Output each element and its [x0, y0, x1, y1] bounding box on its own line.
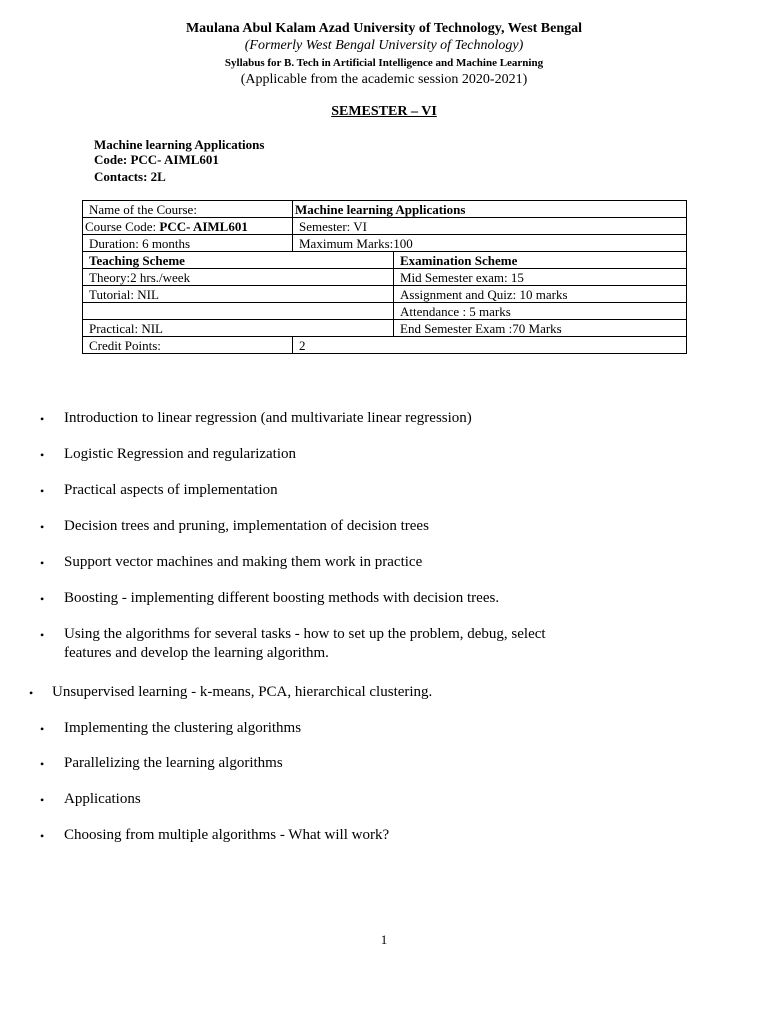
table-cell: Maximum Marks:100: [293, 235, 687, 252]
course-name-heading: Machine learning Applications: [94, 137, 265, 152]
list-item: Boosting - implementing different boosting methods with decision trees.: [64, 590, 500, 606]
bullet-icon: •: [40, 628, 45, 642]
list-item: Using the algorithms for several tasks - how to set up the problem, debug, select: [64, 626, 546, 642]
table-row: [83, 286, 687, 303]
course-info-table: [82, 200, 687, 354]
table-row: [83, 337, 687, 354]
list-item: Practical aspects of implementation: [64, 482, 278, 498]
table-cell: [394, 252, 687, 269]
table-cell: [83, 218, 293, 235]
table-cell: [83, 303, 394, 320]
bullet-icon: •: [40, 484, 45, 498]
list-item: Logistic Regression and regularization: [64, 446, 297, 462]
table-cell: Attendance : 5 marks: [394, 303, 687, 320]
table-cell: Duration: 6 months: [83, 235, 293, 252]
list-item: Implementing the clustering algorithms: [64, 720, 302, 736]
list-item: Support vector machines and making them work in practice: [64, 554, 423, 570]
list-item-continuation: features and develop the learning algorithm.: [64, 645, 329, 661]
list-item: Unsupervised learning - k-means, PCA, hierarchical clustering.: [52, 684, 433, 700]
course-code-label: Course Code:: [85, 218, 160, 234]
table-cell: Tutorial: NIL: [83, 286, 394, 303]
table-cell: Practical: NIL: [83, 320, 394, 337]
semester-heading: [0, 104, 768, 120]
course-name-value: Machine learning Applications: [295, 201, 466, 217]
bullet-icon: •: [40, 757, 45, 771]
table-cell: Mid Semester exam: 15: [394, 269, 687, 286]
table-row: [83, 235, 687, 252]
table-row: [83, 218, 687, 235]
table-cell: Assignment and Quiz: 10 marks: [394, 286, 687, 303]
bullet-icon: •: [40, 412, 45, 426]
list-item: Applications: [64, 791, 141, 807]
table-cell: [293, 201, 687, 218]
bullet-icon: •: [40, 829, 45, 843]
table-cell: [83, 252, 394, 269]
table-cell: Semester: VI: [293, 218, 687, 235]
table-cell: 2: [293, 337, 687, 354]
list-item: Introduction to linear regression (and multivariate linear regression): [64, 410, 472, 426]
teaching-scheme-heading: Teaching Scheme: [89, 252, 185, 268]
bullet-icon: •: [40, 520, 45, 534]
semester-heading-text: SEMESTER – VI: [331, 104, 437, 119]
bullet-icon: •: [29, 686, 34, 700]
table-row: [83, 252, 687, 269]
page-number: 1: [380, 932, 388, 947]
bullet-icon: •: [40, 556, 45, 570]
university-name: Maulana Abul Kalam Azad University of Technology, West Bengal: [185, 21, 583, 36]
bullet-icon: •: [40, 722, 45, 736]
applicable-session: (Applicable from the academic session 2020-2021): [240, 72, 528, 87]
table-row: [83, 320, 687, 337]
bullet-icon: •: [40, 793, 45, 807]
table-cell: Credit Points:: [83, 337, 293, 354]
course-code-heading: Code: PCC- AIML601: [94, 152, 219, 167]
formerly-name: (Formerly West Bengal University of Technology): [244, 38, 524, 53]
table-cell: Theory:2 hrs./week: [83, 269, 394, 286]
bullet-icon: •: [40, 592, 45, 606]
table-cell: Name of the Course:: [83, 201, 293, 218]
list-item: Decision trees and pruning, implementation of decision trees: [64, 518, 429, 534]
course-contacts-heading: Contacts: 2L: [94, 169, 166, 184]
table-cell: End Semester Exam :70 Marks: [394, 320, 687, 337]
table-row: [83, 269, 687, 286]
syllabus-title: Syllabus for B. Tech in Artificial Intelligence and Machine Learning: [224, 57, 544, 69]
table-row: [83, 303, 687, 320]
list-item: Choosing from multiple algorithms - What will work?: [64, 827, 390, 843]
exam-scheme-heading: Examination Scheme: [400, 252, 518, 268]
bullet-icon: •: [40, 448, 45, 462]
course-code-value: PCC- AIML601: [159, 218, 248, 234]
table-row: [83, 201, 687, 218]
list-item: Parallelizing the learning algorithms: [64, 755, 283, 771]
